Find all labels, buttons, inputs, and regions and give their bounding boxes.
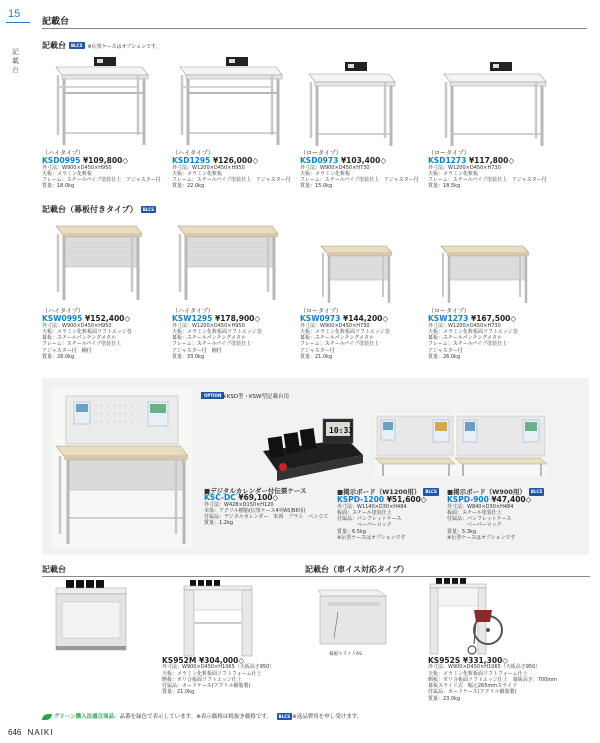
section-title-text: 記載台（幕板付きタイプ） bbox=[42, 205, 138, 214]
section-title-counter: 記載台 bbox=[42, 565, 66, 574]
spec-line: 天板：メラミン化粧板面ソフトフォーム仕上 bbox=[162, 670, 262, 677]
product-ks952m bbox=[162, 657, 312, 696]
spec-line: フレーム：スチールパイプ塗装仕上 bbox=[42, 341, 122, 348]
spec-line: 側板：ポリ合板面ソフトエッジ仕上 bbox=[162, 676, 242, 683]
spec-line: ※伝票ケースはオプションです bbox=[337, 535, 406, 542]
spec-line: フレーム：スチールパイプ塗装仕上 アジャスター付 bbox=[428, 177, 547, 184]
product-ksd1273 bbox=[428, 151, 553, 190]
blcs-badge: BLCS bbox=[142, 207, 155, 212]
spec-line: 外寸法：W1200×D450×H950 bbox=[172, 164, 245, 171]
spec-line: 外寸法：W1200×D450×H950 bbox=[172, 322, 245, 329]
spec-line: 外寸法：W900×D450×H1065（天板高さ950） bbox=[162, 664, 275, 671]
option-photo-board-900 bbox=[455, 414, 547, 476]
product-ksw0995 bbox=[42, 309, 167, 360]
spec-line: アジャスター付 bbox=[300, 347, 335, 354]
spec-line: 幕板：スチールパンチングメタル bbox=[300, 335, 375, 342]
section-rule bbox=[42, 576, 317, 577]
product-image-ksw1273 bbox=[438, 243, 533, 305]
spec-line: アジャスター付 棚付 bbox=[42, 347, 92, 354]
product-code: KSD0995 bbox=[42, 156, 81, 166]
product-type: （ロータイプ） bbox=[428, 308, 470, 315]
spec-line: 幕板：スチールパンチングメタル bbox=[42, 335, 117, 342]
spec-line: 質量：23.0kg bbox=[428, 695, 461, 702]
product-ksw0973 bbox=[300, 309, 425, 360]
blcs-text: ※返品費用を申し受けます。 bbox=[292, 714, 363, 720]
product-image-ksw1295 bbox=[174, 222, 282, 302]
option-code-price bbox=[337, 497, 442, 503]
product-type: （ハイタイプ） bbox=[42, 150, 84, 157]
spec-line: 付属品：パンフレットケース bbox=[337, 516, 402, 523]
spec-line: ペーパーロック bbox=[447, 522, 502, 529]
spec-line: 質量：28.0kg bbox=[42, 354, 75, 361]
spec-line: 天板：メラミン化粧板面ソフトエッジ巻 bbox=[300, 328, 390, 335]
product-type: （ロータイプ） bbox=[428, 150, 470, 157]
spec-line: 外寸法：W1200×D450×H730 bbox=[428, 322, 501, 329]
spec-line: 質量：6.5kg bbox=[337, 528, 367, 535]
title-rule bbox=[42, 28, 587, 29]
product-image-ksd1273 bbox=[440, 60, 550, 148]
product-price: ¥304,000◇ bbox=[198, 656, 245, 665]
product-image-ksd0973 bbox=[305, 60, 400, 148]
spec-line: 天板：メラミン化粧板 bbox=[172, 170, 223, 177]
callout-slide-label: 幕板スライドAS bbox=[329, 652, 362, 657]
spec-line: 外寸法：W900×D450×H730 bbox=[300, 322, 370, 329]
product-code: KSD1273 bbox=[428, 156, 467, 166]
spec-line: 天板：メラミン化粧板面ソフトフォーム仕上 bbox=[428, 670, 528, 677]
option-price: ¥51,600◇ bbox=[386, 495, 427, 505]
spec-line: 質量：22.0kg bbox=[172, 183, 205, 190]
product-type: （ロータイプ） bbox=[300, 150, 342, 157]
product-ksd0995 bbox=[42, 151, 167, 190]
product-price: ¥152,400◇ bbox=[85, 314, 131, 324]
spec-line: 質量：5.3kg bbox=[447, 528, 477, 535]
spec-line: 外寸法：W900×D450×H730 bbox=[300, 164, 370, 171]
spec-line: 質量：33.0kg bbox=[172, 354, 205, 361]
product-ksw1273 bbox=[428, 309, 553, 360]
option-note: ※KSD型・KSW型記載台用 bbox=[222, 394, 289, 400]
product-ksd0973 bbox=[300, 151, 425, 190]
section-title-text: 記載台 bbox=[42, 41, 66, 50]
spec-line: 質量：1.2kg bbox=[204, 520, 234, 527]
option-title: ■デジタルカレンダー付伝票ケース bbox=[204, 487, 307, 495]
spec-line: 付属品：カードケース(アクリル樹脂製) bbox=[428, 689, 517, 696]
option-calendar-case bbox=[204, 488, 344, 527]
spec-line: フレーム：スチールパイプ塗装仕上 アジャスター付 bbox=[300, 177, 419, 184]
section-title-desks bbox=[42, 40, 161, 51]
option-price: ¥69,100◇ bbox=[238, 493, 279, 503]
page-number: 646 bbox=[8, 728, 22, 737]
option-photo-calendar-case bbox=[255, 411, 365, 486]
spec-line: 質量：18.5kg bbox=[428, 183, 461, 190]
option-code: KSPD-900 bbox=[447, 495, 489, 505]
option-board-900 bbox=[447, 488, 557, 541]
product-code: KSW0995 bbox=[42, 314, 83, 324]
spec-line: フレーム：スチールパイプ塗装仕上 アジャスター付 bbox=[172, 177, 291, 184]
product-image-ksd0995 bbox=[52, 55, 152, 147]
product-code: KSW0973 bbox=[300, 314, 341, 324]
brand-name: NAIKI bbox=[27, 728, 54, 737]
spec-line: 付属品：パンフレットケース bbox=[447, 516, 512, 523]
product-code: KSD0973 bbox=[300, 156, 339, 166]
spec-line: 天板：メラミン化粧板面ソフトエッジ巻 bbox=[172, 328, 262, 335]
section-title-wheelchair: 記載台（車イス対応タイプ） bbox=[305, 565, 409, 574]
spec-line: 質量：18.0kg bbox=[42, 183, 75, 190]
product-price: ¥109,800◇ bbox=[82, 156, 129, 166]
product-code: KSW1273 bbox=[428, 314, 469, 324]
green-text: ：品番を緑色で表示しています。※表示価格は税抜き価格です。 bbox=[114, 714, 272, 720]
product-type: （ハイタイプ） bbox=[172, 308, 214, 315]
spec-line: 外寸法：W1140×D30×H484 bbox=[337, 503, 407, 510]
option-title-text: ■掲示ボード（W900用） bbox=[447, 488, 526, 497]
product-image-ksw0995 bbox=[52, 222, 147, 302]
product-price: ¥117,800◇ bbox=[468, 156, 515, 166]
spec-line: フレーム：スチールパイプ塗装仕上 bbox=[172, 341, 252, 348]
spec-line: 質量：15.0kg bbox=[300, 183, 333, 190]
spec-line: 外寸法：W900×D450×H1065（天板高さ950） bbox=[428, 664, 541, 671]
spec-line: 外寸法：W1200×D450×H730 bbox=[428, 164, 501, 171]
product-code: KSW1295 bbox=[172, 314, 213, 324]
product-type: （ハイタイプ） bbox=[42, 308, 84, 315]
option-price: ¥47,400◇ bbox=[491, 495, 532, 505]
spec-line: 本体：アクリル樹脂(伝票ケース4列A5/B6用) bbox=[204, 507, 306, 514]
spec-line: 板面：スチール塗装仕上 bbox=[447, 509, 502, 516]
spec-line: 幕板：スチールパンチングメタル bbox=[428, 335, 503, 342]
product-image-ksw0973 bbox=[318, 243, 396, 305]
spec-line: 天板：メラミン化粧板 bbox=[42, 170, 93, 177]
product-price: ¥331,300◇ bbox=[462, 656, 509, 665]
option-board-1200 bbox=[337, 488, 442, 541]
spec-line: 板面：スチール塗装仕上 bbox=[337, 509, 392, 516]
spec-line: 側板：ポリ合板面ソフトエッジ仕上 幕板高さ：700mm bbox=[428, 676, 557, 683]
footer-page bbox=[8, 728, 54, 737]
sidebar-rule bbox=[6, 22, 30, 23]
spec-line: 付属品：デジタルカレンダー 朱肉 ブラシ ペン立て bbox=[204, 514, 329, 521]
option-badge: OPTION bbox=[201, 392, 224, 399]
spec-line: アジャスター付 bbox=[428, 347, 463, 354]
spec-line: ペーパーロック bbox=[337, 522, 392, 529]
green-leaf-icon bbox=[42, 714, 52, 720]
spec-line: 天板：メラミン化粧板面ソフトエッジ巻 bbox=[428, 328, 518, 335]
section-rule bbox=[305, 576, 590, 577]
product-code: KSD1295 bbox=[172, 156, 211, 166]
sidebar-label: 記載台 bbox=[12, 48, 19, 74]
option-code: KSC-DC bbox=[204, 493, 236, 503]
product-image-counter-front bbox=[52, 580, 130, 652]
spec-line: フレーム：スチールパイプ塗装仕上 アジャスター付 bbox=[42, 177, 161, 184]
product-code: KS952M bbox=[162, 656, 197, 665]
spec-line: 外寸法：W840×D30×H484 bbox=[447, 503, 514, 510]
option-photo-board-1200 bbox=[375, 414, 455, 476]
blcs-badge: BLCS bbox=[529, 488, 545, 496]
product-image-wheelchair-counter-back bbox=[428, 578, 504, 658]
spec-line: 外寸法：W900×D450×H950 bbox=[42, 322, 112, 329]
product-image-wheelchair-counter-front bbox=[318, 582, 390, 646]
page-section-number: 15 bbox=[8, 8, 21, 20]
spec-line: 外寸法：W900×D450×H950 bbox=[42, 164, 112, 171]
product-price: ¥103,400◇ bbox=[340, 156, 387, 166]
spec-line: 付属品：カードケース(アクリル樹脂製) bbox=[162, 683, 251, 690]
option-photo-desk-with-board bbox=[52, 388, 192, 548]
product-image-ksd1295 bbox=[176, 55, 286, 147]
spec-line: 外寸法：W428×D150×H120 bbox=[204, 501, 274, 508]
spec-line: 天板：メラミン化粧板 bbox=[428, 170, 479, 177]
spec-line: 質量：26.0kg bbox=[428, 354, 461, 361]
option-title-text: ■掲示ボード（W1200用） bbox=[337, 488, 421, 497]
spec-line: 質量：21.0kg bbox=[162, 689, 195, 696]
footer-note bbox=[42, 712, 362, 720]
spec-line: 幕板スライド式 幅元265mmスライド bbox=[428, 683, 517, 690]
spec-line: 幕板：スチールパンチングメタル bbox=[172, 335, 247, 342]
section-title-panel-desks bbox=[42, 204, 156, 215]
spec-line: 天板：メラミン化粧板面ソフトエッジ巻 bbox=[42, 328, 132, 335]
product-ksd1295 bbox=[172, 151, 297, 190]
green-label: グリーン購入法適合商品 bbox=[53, 714, 115, 720]
option-code: KSPD-1200 bbox=[337, 495, 385, 505]
spec-line: ※伝票ケースはオプションです bbox=[447, 535, 516, 542]
product-image-counter-back bbox=[180, 580, 258, 658]
product-price: ¥167,500◇ bbox=[471, 314, 517, 324]
product-type: （ハイタイプ） bbox=[172, 150, 214, 157]
spec-line: 天板：メラミン化粧板 bbox=[300, 170, 351, 177]
spec-line: フレーム：スチールパイプ塗装仕上 bbox=[300, 341, 380, 348]
product-price: ¥144,200◇ bbox=[343, 314, 389, 324]
blcs-badge: BLCS bbox=[423, 488, 439, 496]
page-title: 記載台 bbox=[42, 17, 70, 27]
product-code: KS952S bbox=[428, 656, 461, 665]
calendar-clock-display: 10:33 bbox=[329, 426, 354, 435]
product-type: （ロータイプ） bbox=[300, 308, 342, 315]
product-ksw1295 bbox=[172, 309, 297, 360]
spec-line: フレーム：スチールパイプ塗装仕上 bbox=[428, 341, 508, 348]
product-price: ¥178,900◇ bbox=[215, 314, 261, 324]
spec-line: アジャスター付 棚付 bbox=[172, 347, 222, 354]
spec-line: 質量：21.0kg bbox=[300, 354, 333, 361]
product-ks952s bbox=[428, 657, 593, 702]
blcs-badge: BLCS bbox=[278, 714, 291, 719]
section-note: ※伝票ケースはオプションです。 bbox=[87, 44, 161, 50]
product-price: ¥126,000◇ bbox=[212, 156, 259, 166]
blcs-badge: BLCS bbox=[71, 43, 83, 48]
